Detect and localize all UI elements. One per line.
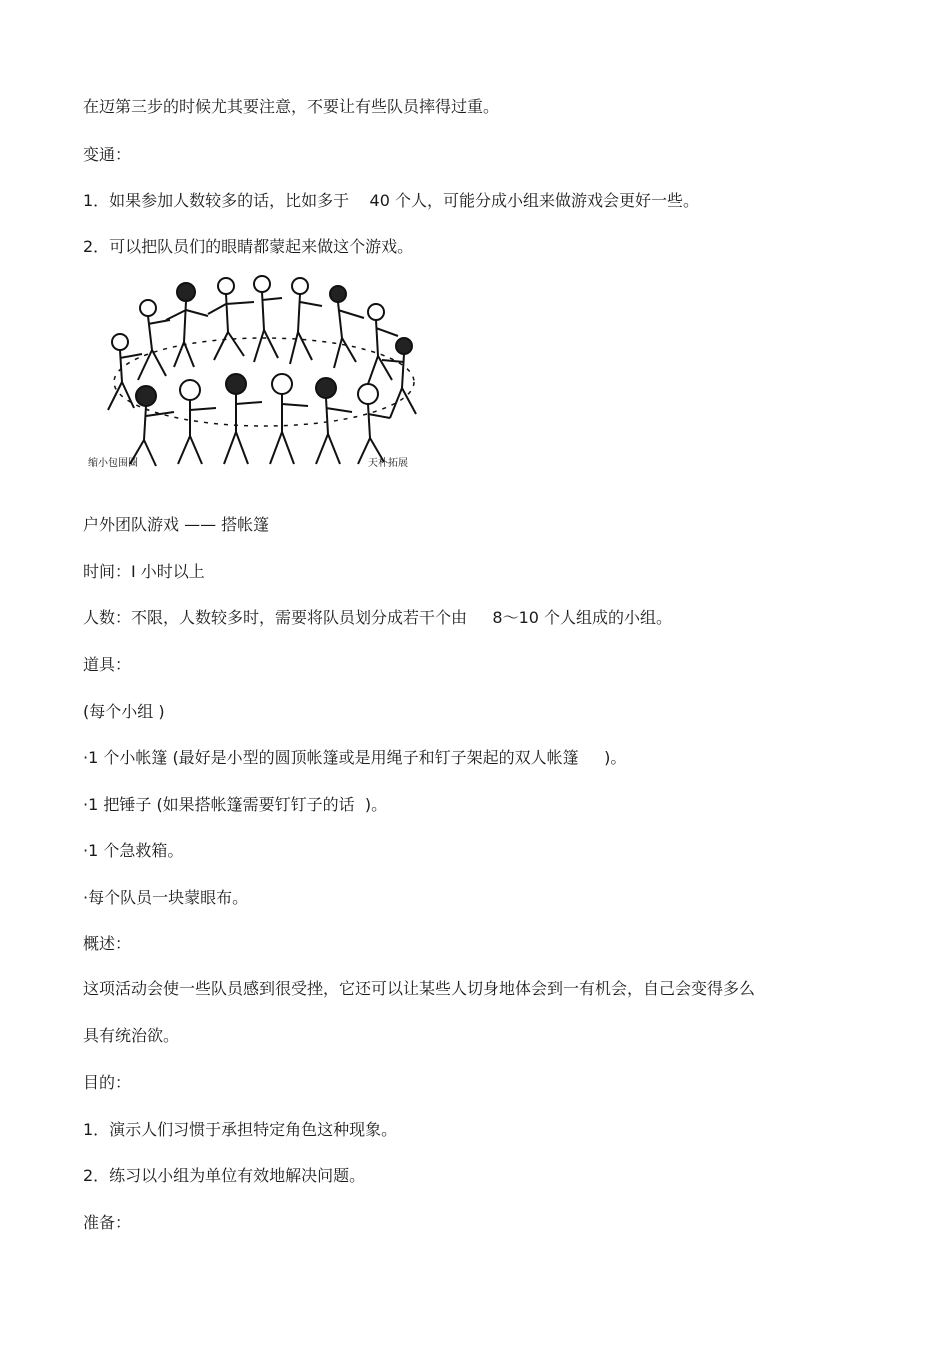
text-line-16: 具有统治欲。 [83, 1026, 180, 1045]
text-line-2: 变通： [83, 145, 132, 164]
text-line-17: 目的： [83, 1073, 132, 1092]
text-line-1: 在迈第三步的时候尤其要注意，不要让有些队员摔得过重。 [83, 97, 500, 116]
text-line-10: ·1 个小帐篷 (最好是小型的圆顶帐篷或是用绳子和钉子架起的双人帐篷 )。 [83, 748, 627, 767]
circle-game-illustration [86, 272, 442, 472]
text-line-3: 1．如果参加人数较多的话，比如多于 40 个人，可能分成小组来做游戏会更好一些。 [83, 191, 699, 210]
text-line-9: (每个小组 ) [83, 702, 165, 721]
figure-caption-left: 缩小包围圈 [88, 458, 138, 469]
text-line-7: 人数：不限，人数较多时，需要将队员划分成若干个由 8～10 个人组成的小组。 [83, 608, 673, 627]
text-line-4: 2．可以把队员们的眼睛都蒙起来做这个游戏。 [83, 237, 414, 256]
text-line-13: ·每个队员一块蒙眼布。 [83, 888, 249, 907]
people-circle-drawing [86, 272, 442, 472]
text-line-11: ·1 把锤子 (如果搭帐篷需要钉钉子的话 )。 [83, 795, 388, 814]
text-line-20: 准备： [83, 1213, 132, 1232]
figure-caption-right: 天朴拓展 [368, 458, 408, 469]
text-line-14: 概述： [83, 934, 132, 953]
text-line-8: 道具： [83, 655, 132, 674]
text-line-15: 这项活动会使一些队员感到很受挫，它还可以让某些人切身地体会到一有机会，自己会变得多么 [83, 979, 756, 998]
section-title: 户外团队游戏 —— 搭帐篷 [83, 515, 270, 534]
text-line-12: ·1 个急救箱。 [83, 841, 184, 860]
text-line-18: 1．演示人们习惯于承担特定角色这种现象。 [83, 1120, 398, 1139]
text-line-6: 时间：I 小时以上 [83, 562, 205, 581]
text-line-19: 2．练习以小组为单位有效地解决问题。 [83, 1166, 366, 1185]
